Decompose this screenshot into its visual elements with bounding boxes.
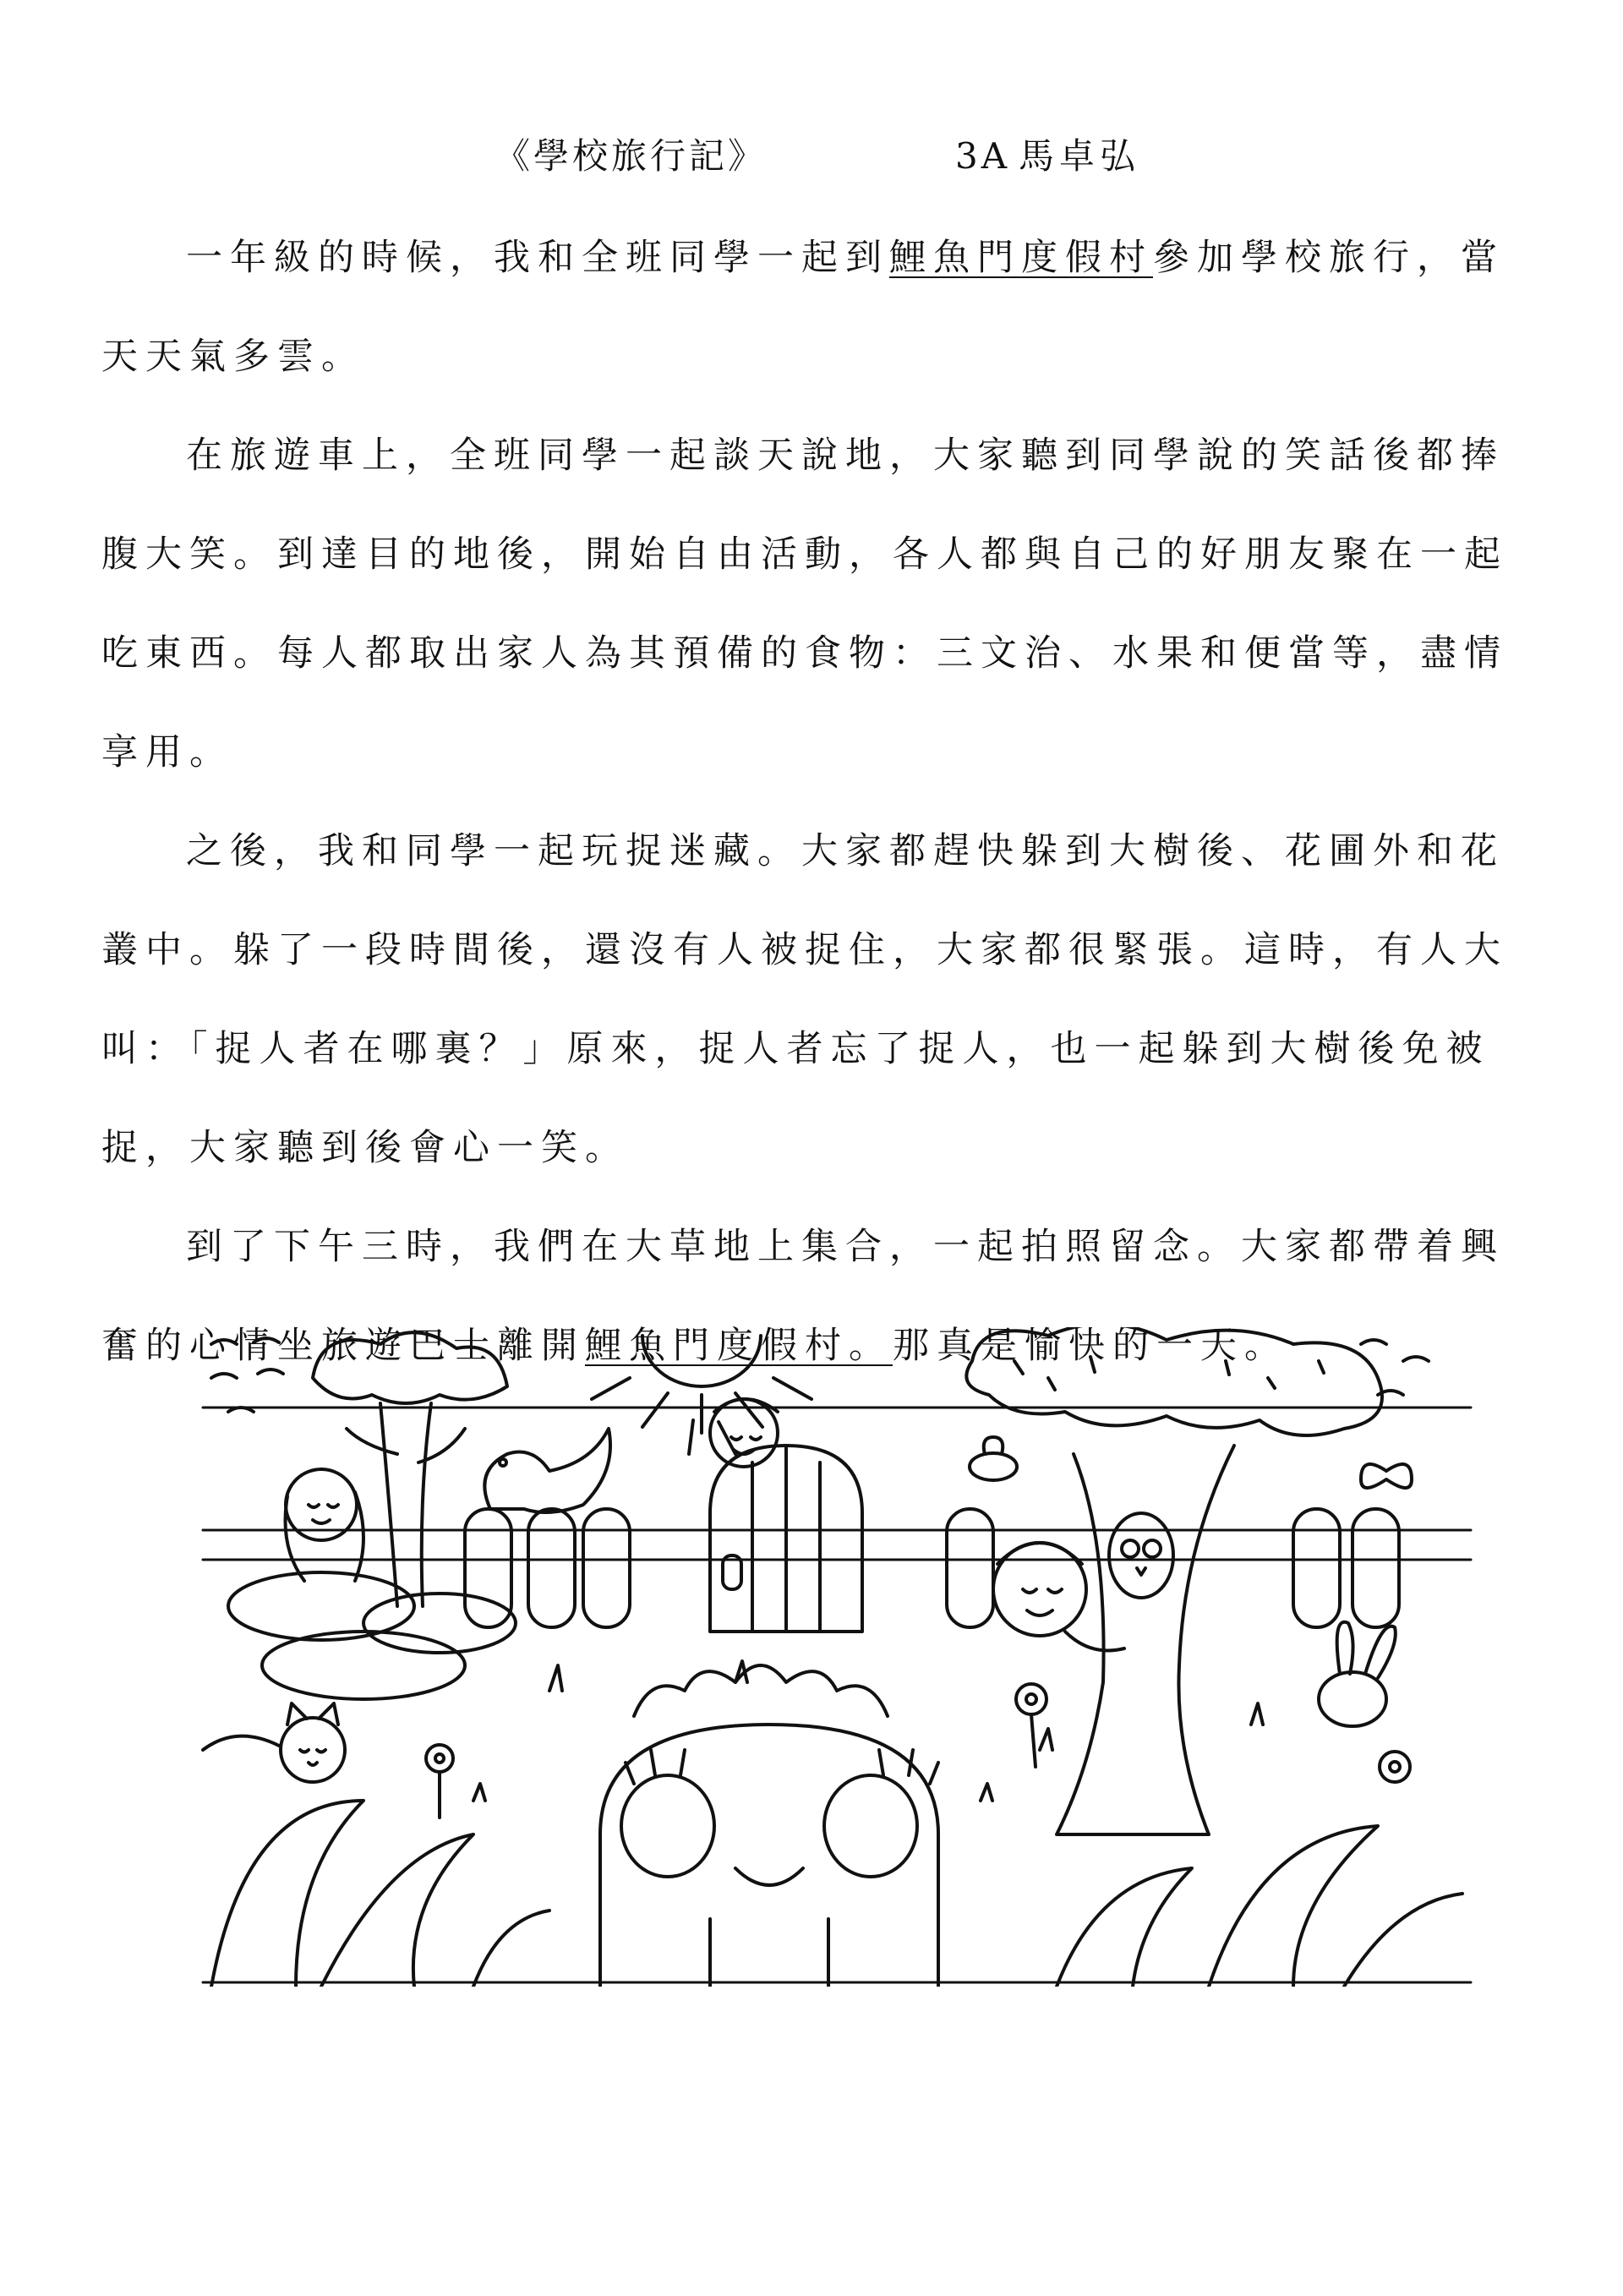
girl-left [286,1469,364,1581]
hide-and-seek-illustration [194,1327,1479,1987]
foreground-leaves [211,1801,1462,1987]
cat [203,1703,345,1782]
paragraph-1-end: 參加學校旅行，當天天氣多雲。 [101,237,1505,378]
left-tree [313,1332,507,1606]
class-label: 3A [955,135,1011,177]
essay-body [101,209,1538,1396]
right-tree [966,1327,1382,1834]
place-name: 鯉魚門度假村 [889,237,1153,279]
title-row [0,127,1623,186]
child-counting [600,1665,938,1987]
bee [970,1437,1017,1480]
essay-title: 《學校旅行記》 [495,135,768,177]
paragraph-1-start: 一年級的時候，我和全班同學一起到 [186,237,889,279]
flowers [426,1684,1410,1818]
garden-door [710,1446,862,1632]
paragraph-4-end: 那真是愉快的一天。 [893,1325,1288,1367]
grass [473,1661,1263,1801]
left-bushes [228,1572,516,1699]
child-behind-door [710,1399,778,1467]
place-name: 鯉魚門度假村。 [585,1325,893,1367]
author-name: 馬卓弘 [1019,135,1141,177]
paragraph-4-start: 到了下午三時，我們在大草地上集合，一起拍照留念。大家都帶着興奮的心情坐旅遊巴士離開 [101,1226,1505,1367]
rooster [484,1429,610,1512]
butterfly [1361,1464,1412,1488]
paragraph-1 [101,209,1538,407]
paragraph-2: 在旅遊車上，全班同學一起談天說地，大家聽到同學說的笑話後都捧腹大笑。到達目的地後，開始自由活動，各人都與自己的好朋友聚在一起吃東西。每人都取出家人為其預備的食物：三文治、水果和便當等，盡情享用。 [101,435,1508,774]
rabbit [1319,1622,1396,1726]
paragraph-3: 之後，我和同學一起玩捉迷藏。大家都趕快躲到大樹後、花圃外和花叢中。躲了一段時間後，還沒有人被捉住，大家都很緊張。這時，有人大叫：「捉人者在哪裏？」原來，捉人者忘了捉人，也一起躲到大樹後免被捉，大家聽到後會心一笑。 [101,830,1508,1169]
